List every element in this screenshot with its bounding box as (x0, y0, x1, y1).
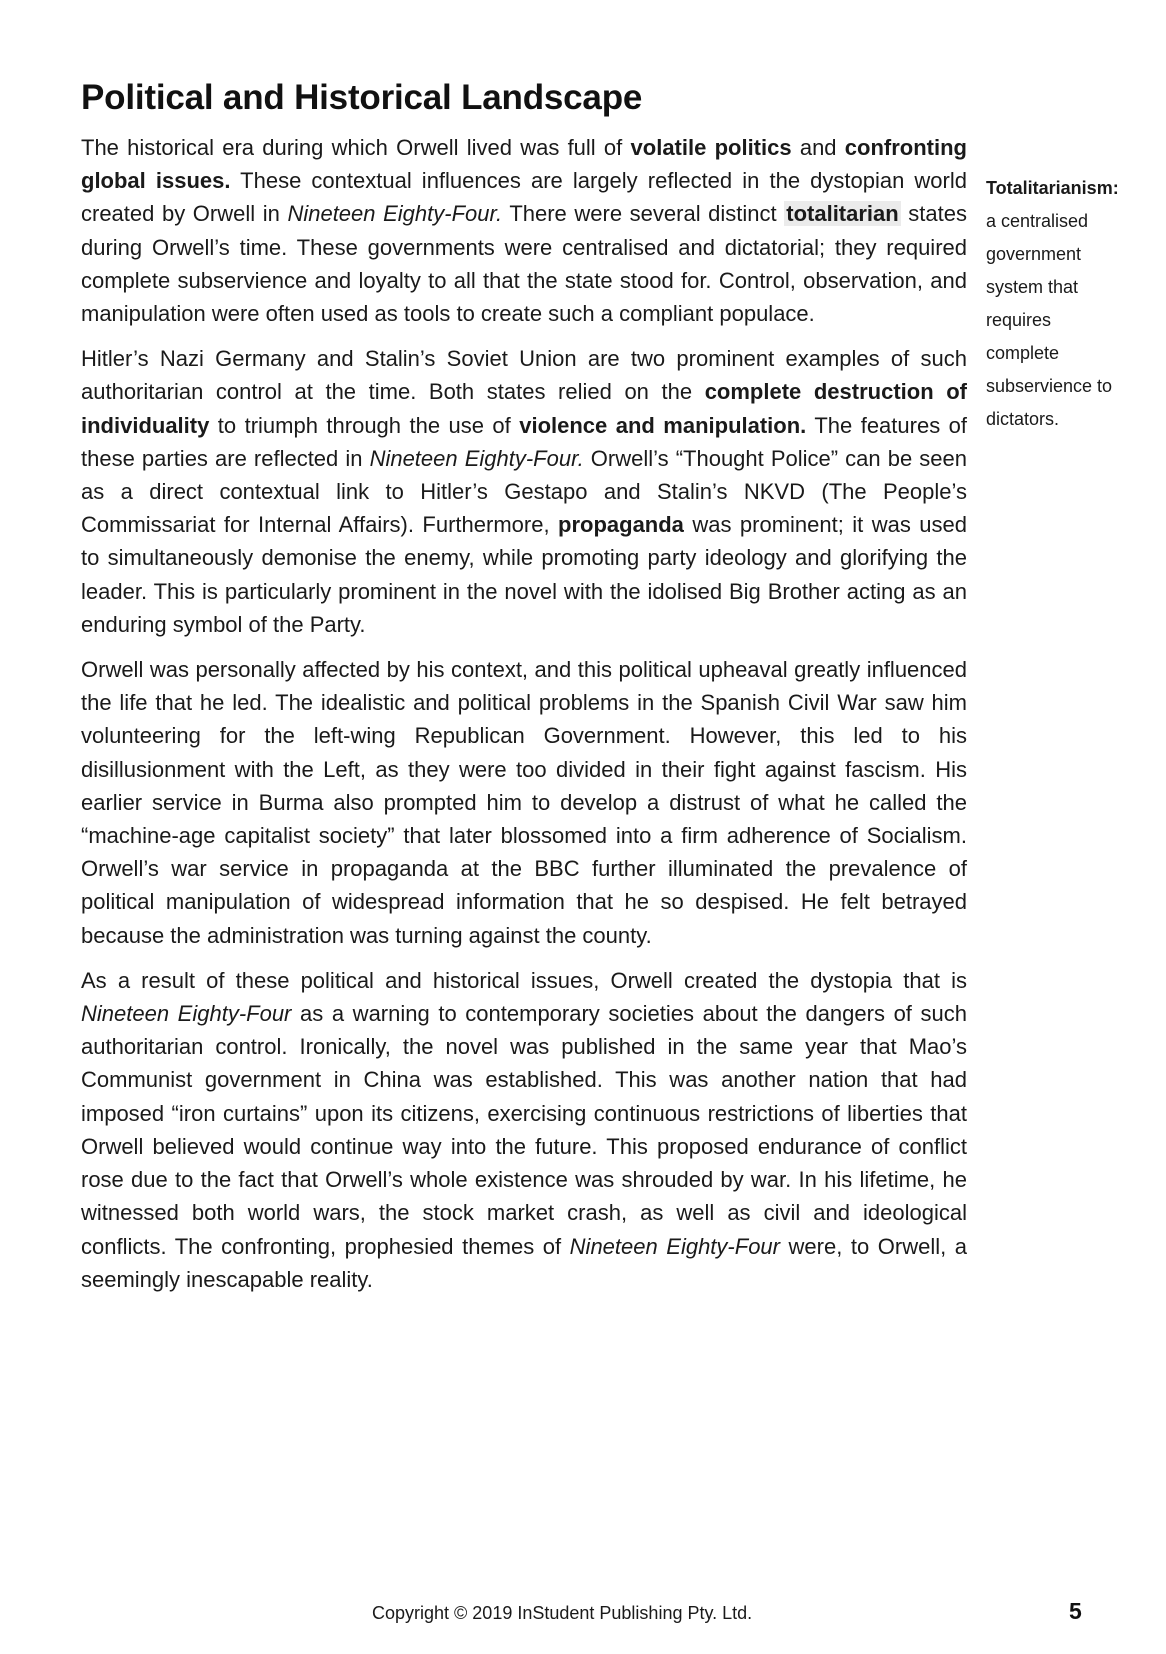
text-run: There were several distinct (502, 201, 785, 227)
bold-phrase: volatile politics (630, 135, 792, 160)
text-run: The historical era during which Orwell lived was full of (81, 135, 631, 160)
glossary-definition-line: government (986, 244, 1082, 264)
paragraph (81, 342, 967, 641)
glossary-definition-line: requires (986, 310, 1052, 330)
text-run: as a warning to contemporary societies about the dangers of such authoritarian control. Ironically, the novel was published in the same year that Mao’s Communist government in China was established. This was another nation that had imposed “iron curtains” upon its citizens, exercising continuous restrictions of liberties that Orwell believed would continue way into the future. This proposed endurance of conflict rose due to the fact that Orwell’s whole existence was shrouded by war. In his lifetime, he witnessed both world wars, the stock market crash, as well as civil and ideological conflicts. The confronting, prophesied themes of (81, 1001, 967, 1259)
italic-title: Nineteen Eighty-Four (569, 1233, 780, 1259)
glossary-definition-line: complete (986, 343, 1060, 363)
text-run: The features of these parties are reflected in (81, 412, 967, 471)
text-run: states during Orwell’s time. These governments were centralised and dictatorial; they required complete subservience and loyalty to all that the state stood for. Control, observation, and manipulation were often used as tools to create such a compliant populace. (81, 201, 968, 327)
bold-phrase: violence and manipulation. (519, 412, 807, 438)
paragraph (81, 653, 967, 952)
text-run: and (791, 135, 845, 160)
page-number: 5 (1069, 1598, 1082, 1624)
text-run: These contextual influences are largely reflected in the dystopian world created by Orwell in (81, 168, 967, 227)
text-run: Orwell was personally affected by his context, and this political upheaval greatly influenced the life that he led. The idealistic and political problems in the Spanish Civil War saw him volunteering for the left-wing Republican Government. However, this led to his disillusionment with the Left, as they were too divided in their fight against fascism. His earlier service in Burma also prompted him to develop a distrust of what he called the “machine-age capitalist society” that later blossomed into a firm adherence of Socialism. Orwell’s war service in propaganda at the BBC further illuminated the prevalence of political manipulation of widespread information that he so despised. He felt betrayed because the administration was turning against the county. (81, 657, 967, 948)
paragraph (81, 964, 967, 1296)
italic-title: Nineteen Eighty-Four. (369, 445, 584, 471)
paragraph (81, 131, 967, 330)
glossary-definition-line: system that (986, 277, 1079, 297)
body-text (81, 131, 967, 1308)
bold-phrase: complete destruction of individuality (81, 379, 968, 438)
glossary-definition-line: a centralised (986, 211, 1089, 231)
bold-phrase: propaganda (558, 512, 684, 538)
text-run: Hitler’s Nazi Germany and Stalin’s Soviet Union are two prominent examples of such authoritarian control at the time. Both states relied on the (81, 346, 967, 405)
text-run: was prominent; it was used to simultaneously demonise the enemy, while promoting party ideology and glorifying the leader. This is particularly prominent in the novel with the idolised Big Brother acting as an enduring symbol of the Party. (81, 512, 967, 637)
footer-copyright: Copyright © 2019 InStudent Publishing Pty. Ltd. (372, 1603, 753, 1623)
glossary-term: Totalitarianism: (986, 178, 1119, 198)
glossary-definition-line: dictators. (986, 409, 1060, 429)
glossary-sidebar (986, 172, 1156, 436)
page-title: Political and Historical Landscape (81, 78, 643, 117)
bold-phrase: confronting global issues. (81, 135, 967, 194)
italic-title: Nineteen Eighty-Four. (287, 201, 503, 227)
text-run: to triumph through the use of (209, 412, 520, 438)
highlighted-term: totalitarian (786, 201, 899, 227)
text-run: Orwell’s “Thought Police” can be seen as a direct contextual link to Hitler’s Gestapo and Stalin’s NKVD (The People’s Commissariat for Internal Affairs). Furthermore, (81, 445, 967, 538)
glossary-definition-line: subservience to (986, 376, 1113, 396)
text-run: were, to Orwell, a seemingly inescapable reality. (81, 1233, 967, 1292)
italic-title: Nineteen Eighty-Four (81, 1001, 292, 1027)
text-run: As a result of these political and historical issues, Orwell created the dystopia that is (81, 967, 967, 993)
